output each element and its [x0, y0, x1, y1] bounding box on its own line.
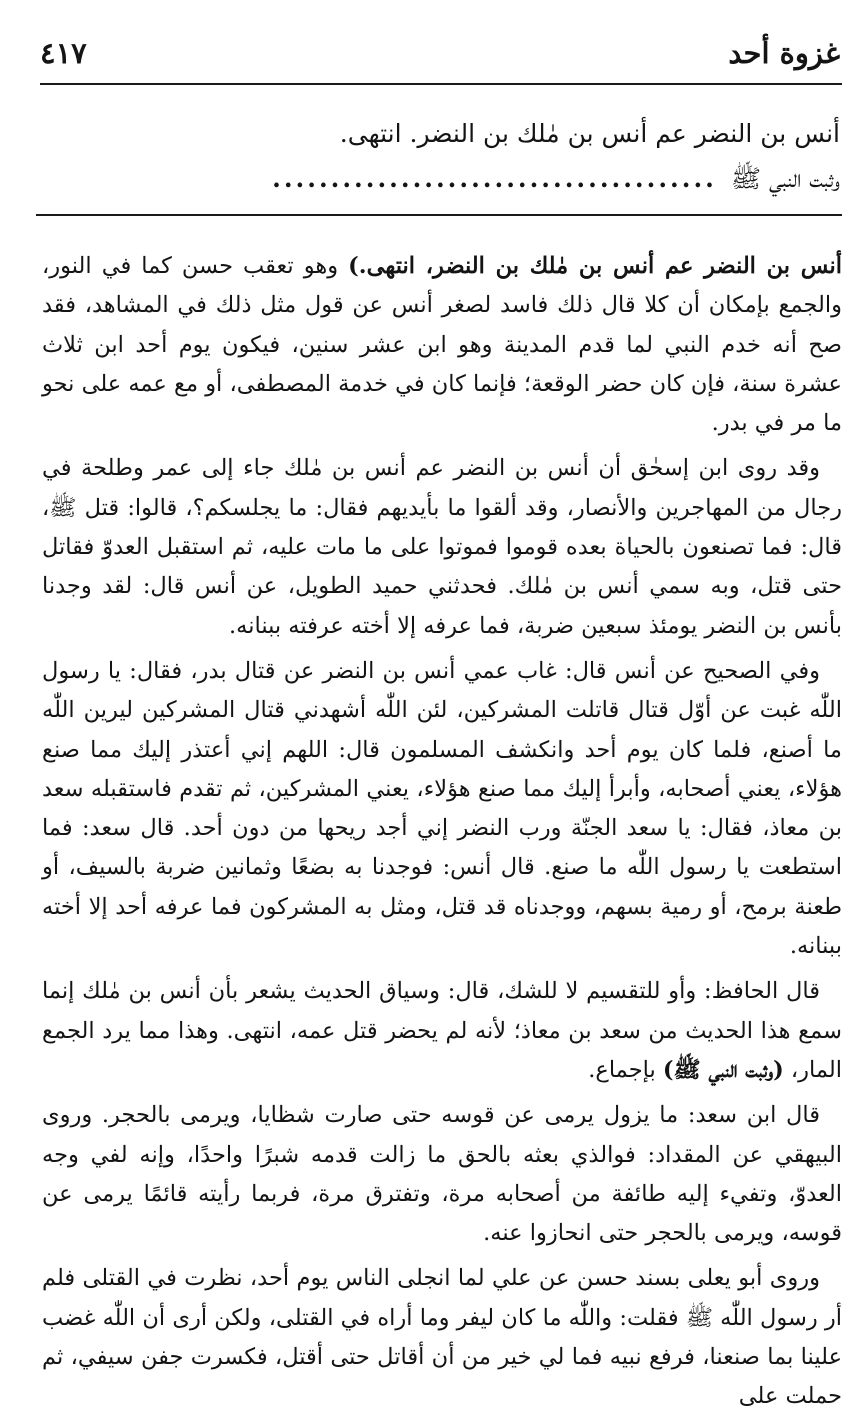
- matn-line-2-text: وثبت النبي ﷺ: [730, 164, 840, 193]
- paragraph-6-text: وروى أبو يعلى بسند حسن عن علي لما انجلى الناس يوم أحد، نظرت في القتلى فلم أر رسول اللّٰه ﷺ فقلت: واللّٰه ما كان ليفر وما أراه في القتلى، ولكن أرى أن اللّٰه غضب علينا بما صنعنا، فرفع نبيه فما لي خير من أن أقاتل حتى أقتل، فكسرت جفن سيفي، ثم حملت على: [42, 1265, 842, 1410]
- paragraph-2: [42, 449, 842, 645]
- paragraph-5-text: قال ابن سعد: ما يزول يرمى عن قوسه حتى صارت شظايا، ويرمى بالحجر. وروى البيهقي عن المقداد: فوالذي بعثه بالحق ما زالت قدمه شبرًا واحدًا، وإنه لفي وجه العدوّ، وتفيء إليه طائفة من أصحابه مرة، وتفترق مرة، فربما رأيته قائمًا يرمى عن قوسه، ويرمى بالحجر حتى انحازوا عنه.: [42, 1102, 842, 1247]
- page-number: ٤١٧: [40, 36, 87, 70]
- paragraph-3-text: وفي الصحيح عن أنس قال: غاب عمي أنس بن النضر عن قتال بدر، فقال: يا رسول اللّٰه غبت عن أوّل قتال قاتلت المشركين، لئن اللّٰه أشهدني قتال المشركين ليرين اللّٰه ما أصنع، فلما كان يوم أحد وانكشف المسلمون قال: اللهم إني أعتذر إليك مما صنع هؤلاء، يعني أصحابه، وأبرأ إليك مما صنع هؤلاء، يعني المشركين، ثم تقدم فاستقبله سعد بن معاذ، فقال: يا سعد الجنّة ورب النضر إني أجد ريحها من دون أحد. قال سعد: فما استطعت يا رسول اللّٰه ما صنع. قال أنس: فوجدنا به بضعًا وثمانين ضربة بالسيف، أو طعنة برمح، أو رمية بسهم، ووجدناه قد قتل، ومثل به المشركون فما عرفه أحد إلا أخته ببنانه.: [42, 657, 842, 960]
- paragraph-4-text: قال الحافظ: وأو للتقسيم لا للشك، قال: وسياق الحديث يشعر بأن أنس بن مٰلك إنما سمع هذا الحديث من سعد بن معاذ؛ لأنه لم يحضر قتل عمه، انتهى. وهذا مما يرد الجمع المار،: [42, 978, 842, 1083]
- matn-line-1: أنس بن النضر عم أنس بن مٰلك بن النضر. انتهى.: [339, 119, 840, 148]
- matn-divider: [36, 214, 842, 216]
- matn-line-2: [40, 157, 840, 201]
- paragraph-6: [42, 1259, 842, 1416]
- paragraph-1-text: وهو تعقب حسن كما في النور، والجمع بإمكان أن كلا قال ذلك فاسد لصغر أنس عن قول مثل ذلك في المشاهد، فقد صح أنه خدم النبي لما قدم المدينة وهو ابن عشر سنين، فيكون يوم أحد ابن ثلاث عشرة سنة، فإن كان حضر الوقعة؛ فإنما كان في خدمة المصطفى، أو مع عمه على نحو ما مر في بدر.: [42, 253, 842, 437]
- header-divider: [40, 83, 842, 85]
- matn-dots: ......................................: [272, 164, 717, 193]
- paragraph-4: [42, 972, 842, 1090]
- commentary-body: [42, 247, 842, 1423]
- running-header: [40, 30, 840, 78]
- paragraph-3: [42, 652, 842, 966]
- paragraph-1: [42, 247, 842, 443]
- paragraph-2-text: وقد روى ابن إسحٰق أن أنس بن النضر عم أنس بن مٰلك جاء إلى عمر وطلحة في رجال من المهاجرين والأنصار، وقد ألقوا ما بأيديهم فقال: ما يجلسكم؟، قالوا: قتل ﷺ، قال: فما تصنعون بالحياة بعده قوموا فموتوا على ما مات عليه، ثم استقبل العدوّ فقاتل حتى قتل، وبه سمي أنس بن مٰلك. فحدثني حميد الطويل، عن أنس قال: لقد وجدنا بأنس بن النضر يومئذ سبعين ضربة، فما عرفه إلا أخته عرفته ببنانه.: [42, 455, 842, 639]
- paragraph-4-tail: بإجماع.: [588, 1056, 663, 1083]
- paragraph-4-bold: (وثبت النبي ﷺ): [662, 1056, 784, 1083]
- chapter-title: غزوة أحد: [728, 36, 840, 70]
- paragraph-1-lead: أنس بن النضر عم أنس بن مٰلك بن النضر، انتهى.): [348, 253, 842, 279]
- paragraph-5: [42, 1096, 842, 1253]
